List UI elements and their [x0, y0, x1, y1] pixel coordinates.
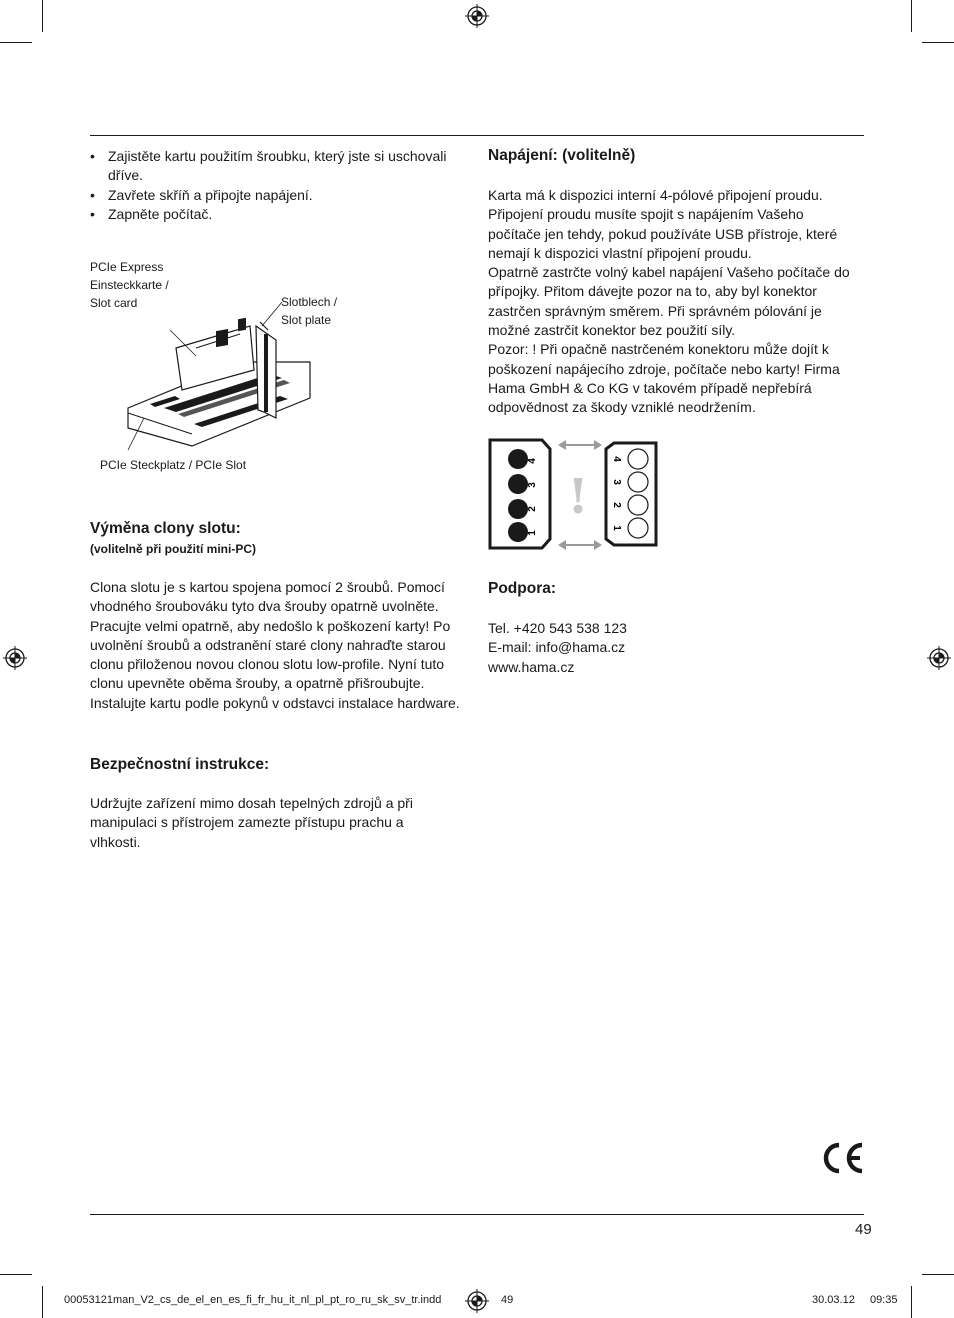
- crop-mark: [0, 42, 32, 43]
- list-item: • Zajistěte kartu použitím šroubku, který jste si uschovali dříve.: [90, 147, 468, 186]
- crop-mark: [911, 0, 912, 32]
- registration-mark-icon: [465, 1289, 489, 1313]
- safety-section-heading: Bezpečnostní instrukce:: [90, 756, 270, 773]
- crop-mark: [922, 42, 954, 43]
- support-contact: [488, 619, 627, 677]
- power-section-body: [488, 186, 860, 418]
- slot-plate-label: Slotblech / Slot plate: [281, 295, 338, 327]
- pin-label: 3: [611, 479, 622, 485]
- power-connector-diagram: [488, 435, 660, 555]
- power-paragraph: Karta má k dispozici interní 4-pólové připojení proudu. Připojení proudu musíte spojit s napájením Vašeho počítače jen tehdy, pokud používáte USB přístroje, které nemají k dispozici vlastní připojení proudu.: [488, 187, 838, 261]
- crop-mark: [911, 1286, 912, 1318]
- pin-label: 4: [527, 458, 538, 464]
- pcie-slot-label: PCIe Steckplatz / PCIe Slot: [100, 458, 247, 472]
- bottom-rule: [90, 1214, 864, 1215]
- support-website[interactable]: www.hama.cz: [488, 658, 575, 675]
- registration-mark-icon: [3, 646, 27, 670]
- top-rule: [90, 135, 864, 136]
- warning-mark: !: [567, 469, 589, 525]
- card-label: PCIe Express Einsteckkarte / Slot card: [90, 260, 169, 310]
- crop-mark: [0, 1274, 32, 1275]
- slot-section-heading: Výměna clony slotu:: [90, 520, 241, 537]
- pin-label: 3: [527, 482, 538, 488]
- slot-section-body: Clona slotu je s kartou spojena pomocí 2 šroubů. Pomocí vhodného šroubováku tyto dva šrouby opatrně uvolněte. Pracujte velmi opatrně, aby nedošlo k poškození karty! Po uvolnění šroubů a odstranění staré clony nahraďte starou clonu přiloženou novou clonou slotu low-profile. Nyní tuto clonu upevněte oběma šrouby, a opatrně přišroubujte. Instalujte kartu podle pokynů v odstavci instalace hardware.: [90, 579, 460, 711]
- power-paragraph: Opatrně zastrčte volný kabel napájení Vašeho počítače do přípojky. Přitom dávejte pozor na to, aby byl konektor zastrčen správným směrem. Při správném pólování je možné zastrčit konektor bez použití síly.: [488, 264, 850, 339]
- support-phone: Tel. +420 543 538 123: [488, 620, 627, 636]
- crop-mark: [42, 1286, 43, 1318]
- crop-mark: [42, 0, 43, 32]
- list-item: • Zapněte počítač.: [90, 205, 468, 224]
- registration-mark-icon: [465, 4, 489, 28]
- intro-bullet-list: [90, 147, 468, 224]
- slot-section-subheading: (volitelně při použití mini-PC): [90, 542, 256, 556]
- power-paragraph: Pozor: ! Při opačně nastrčeném konektoru může dojít k poškození napájecího zdroje, počítače nebo karty! Firma Hama GmbH & Co KG v takovém případě nepřebírá odpovědnost za škody vzniklé neodržením.: [488, 341, 840, 416]
- pin-label: 4: [611, 456, 622, 462]
- registration-mark-icon: [927, 646, 951, 670]
- pin-label: 1: [611, 525, 622, 531]
- support-email[interactable]: E-mail: info@hama.cz: [488, 639, 626, 656]
- safety-section-body: Udržujte zařízení mimo dosah tepelných zdrojů a při manipulaci s přístrojem zamezte přístupu prachu a vlhkosti.: [90, 795, 413, 850]
- pin-label: 2: [611, 502, 622, 508]
- footer-time: 09:35: [870, 1294, 898, 1306]
- footer-page: 49: [501, 1294, 514, 1306]
- power-section-heading: Napájení: (volitelně): [488, 147, 636, 164]
- list-item: • Zavřete skříň a připojte napájení.: [90, 186, 468, 205]
- footer-date: 30.03.12: [812, 1294, 855, 1306]
- pin-label: 1: [527, 530, 538, 536]
- ce-mark-icon: [820, 1140, 866, 1176]
- footer-file-name: 00053121man_V2_cs_de_el_en_es_fi_fr_hu_it_nl_pl_pt_ro_ru_sk_sv_tr.indd: [64, 1294, 442, 1306]
- pin-label: 2: [527, 506, 538, 512]
- crop-mark: [922, 1274, 954, 1275]
- support-section-heading: Podpora:: [488, 580, 557, 597]
- page-number: 49: [855, 1221, 872, 1238]
- pcie-card-illustration: [120, 300, 320, 450]
